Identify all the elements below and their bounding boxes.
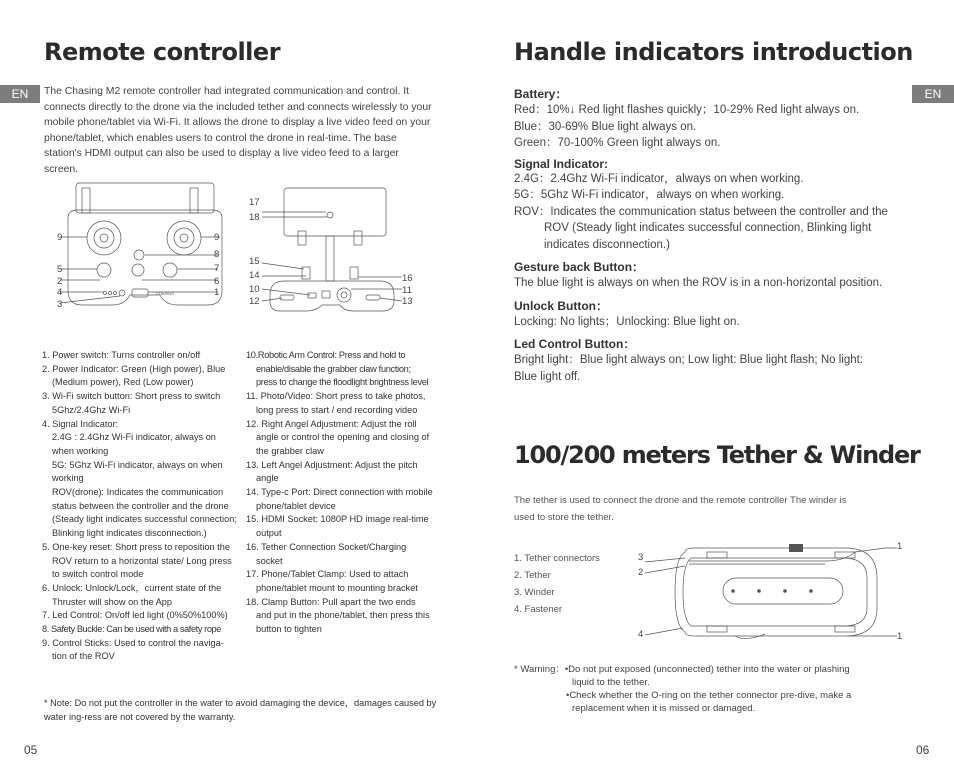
- list-item: 1. Power switch: Turns controller on/off: [42, 350, 201, 360]
- list-item: 13. Left Angel Adjustment: Adjust the pitch angle: [246, 459, 418, 484]
- list-item: 18. Clamp Button: Pull apart the two ends and put in the phone/tablet, then press this button to tighten: [246, 596, 430, 635]
- feature-list-left: [42, 349, 237, 664]
- gesture-heading: Gesture back Button：: [514, 260, 645, 274]
- page-title-remote-controller: Remote controller: [44, 38, 281, 66]
- battery-heading: Battery：: [514, 87, 568, 101]
- unlock-heading: Unlock Button：: [514, 298, 608, 313]
- callout-label: 2: [57, 276, 63, 287]
- callout-label: 1: [897, 541, 903, 552]
- list-item: 5G: 5Ghz Wi-Fi indicator, always on when working: [52, 459, 223, 484]
- list-item: 9. Control Sticks: Used to control the naviga-tion of the ROV: [42, 637, 224, 662]
- callout-label: 3: [57, 299, 63, 310]
- battery-line: Blue：30-69% Blue light always on.: [514, 120, 697, 133]
- callout-label: 9: [214, 232, 220, 243]
- callout-label: 4: [57, 287, 63, 298]
- warning-line: liquid to the tether.: [572, 677, 650, 688]
- list-item: 12. Right Angel Adjustment: Adjust the roll angle or control the opening and closing of the grabber claw: [246, 418, 430, 456]
- callout-label: 3: [638, 552, 644, 563]
- list-item: 17. Phone/Tablet Clamp: Used to attach phone/tablet mount to mounting bracket: [246, 569, 418, 593]
- tether-desc-line: The tether is used to connect the drone and the remote controller The winder is: [514, 495, 847, 506]
- callout-label: 7: [214, 263, 220, 274]
- language-tab-right: EN: [912, 85, 954, 103]
- list-item: 11. Photo/Video: Short press to take photos, long press to start / end recording video: [246, 391, 426, 415]
- list-item: 4. Signal Indicator:: [42, 418, 119, 429]
- winder-diagram: [645, 538, 903, 643]
- tether-description: [514, 492, 909, 526]
- warning-block: [514, 663, 914, 715]
- callout-label: 11: [402, 285, 412, 296]
- tether-parts-list: [514, 550, 600, 618]
- list-item: 10.Robotic Arm Control: Press and hold to enable/disable the grabber claw function; press to change the floodlight brightness level: [246, 350, 429, 388]
- list-item: 2. Tether: [514, 570, 551, 581]
- list-item: 7. Led Control: On/off led light (0%50%100%): [42, 610, 228, 621]
- tether-desc-line: used to store the tether.: [514, 512, 614, 523]
- signal-heading: Signal Indicator:: [514, 156, 609, 171]
- callout-label: 1: [214, 287, 220, 298]
- list-item: 3. Wi-Fi switch button: Short press to switch 5Ghz/2.4Ghz Wi-Fi: [42, 391, 221, 415]
- unlock-text: Locking: No lights；Unlocking: Blue light on.: [514, 315, 740, 328]
- callout-label: 2: [638, 567, 644, 578]
- list-item: 16. Tether Connection Socket/Charging socket: [246, 541, 407, 566]
- callout-label: 5: [57, 264, 63, 275]
- callout-label: 9: [57, 232, 63, 243]
- list-item: 5. One-key reset: Short press to reposition the ROV return to a horizontal state/ Long press to switch control mode: [42, 541, 232, 580]
- callout-label: 10: [249, 284, 260, 295]
- controller-brand-label: CHASING: [156, 291, 175, 296]
- battery-line: Green：70-100% Green light always on.: [514, 137, 721, 149]
- controller-front-diagram: [60, 180, 235, 310]
- callout-label: 13: [402, 296, 413, 307]
- led-line: Blue light off.: [514, 370, 581, 383]
- list-item: 14. Type-c Port: Direct connection with mobile phone/tablet device: [246, 487, 433, 511]
- callout-label: 14: [249, 270, 260, 281]
- intro-paragraph: The Chasing M2 remote controller had integrated communication and control. It connects directly to the drone via the included tether and connects wirelessly to your mobile phone/tablet via Wi-Fi. It allows the drone to display a live video feed on your phone/tablet, which enables users to control the drone in real-time. The base station's HDMI output can also be used to display a live video feed to a larger screen.: [44, 86, 432, 175]
- list-item: 2.4G : 2.4Ghz Wi-Fi indicator, always on when working: [52, 432, 216, 456]
- list-item: 2. Power Indicator: Green (High power), Blue (Medium power), Red (Low power): [42, 363, 226, 388]
- warning-line: * Warning：•Do not put exposed (unconnected) tether into the water or plashing: [514, 664, 850, 675]
- language-tab-left: EN: [0, 85, 40, 103]
- tether-title: 100/200 meters Tether & Winder: [514, 441, 920, 469]
- note-text: * Note: Do not put the controller in the water to avoid damaging the device，damages caused by water ing-ress are not covered by the warranty.: [44, 698, 437, 722]
- page-number-right: 06: [916, 743, 930, 757]
- signal-line: indicates disconnection.): [544, 238, 670, 251]
- callout-label: 17: [249, 197, 260, 208]
- signal-line: 5G：5Ghz Wi-Fi indicator，always on when working.: [514, 189, 785, 201]
- callout-label: 12: [249, 296, 260, 307]
- signal-line: ROV (Steady light indicates successful connection, Blinking light: [544, 222, 872, 234]
- led-heading: Led Control Button：: [514, 337, 636, 351]
- gesture-text: The blue light is always on when the ROV is in a non-horizontal position.: [514, 277, 883, 289]
- warning-line: •Check whether the O-ring on the tether connector pre-dive, make a: [566, 690, 852, 701]
- list-item: 1. Tether connectors: [514, 553, 600, 564]
- led-line: Bright light：Blue light always on; Low light: Blue light flash; No light:: [514, 354, 864, 366]
- callout-label: 8: [214, 249, 220, 260]
- page-number-left: 05: [24, 743, 38, 757]
- list-item: 15. HDMI Socket: 1080P HD image real-time output: [246, 514, 429, 539]
- list-item: ROV(drone): Indicates the communication status between the controller and the drone (Steady light indicates successful connection; Blinking light indicates disconnection.): [52, 487, 237, 539]
- battery-line: Red：10%↓ Red light flashes quickly；10-29% Red light always on.: [514, 104, 860, 116]
- page-title-handle-indicators: Handle indicators introduction: [514, 38, 913, 66]
- feature-list-right: [246, 349, 433, 637]
- controller-back-diagram: [262, 185, 412, 315]
- indicator-sections: [514, 80, 909, 385]
- list-item: 3. Winder: [514, 587, 555, 598]
- list-item: 8. Safety Buckle: Can be used with a safety rope: [42, 624, 221, 635]
- signal-line: 2.4G：2.4Ghz Wi-Fi indicator，always on when working.: [514, 172, 804, 185]
- callout-label: 4: [638, 629, 644, 640]
- list-item: 6. Unlock: Unlock/Lock，current state of the Thruster will show on the App: [42, 582, 222, 607]
- callout-label: 1: [897, 631, 903, 642]
- warning-line: replacement when it is missed or damaged.: [572, 703, 756, 714]
- callout-label: 6: [214, 276, 220, 287]
- list-item: 4. Fastener: [514, 604, 563, 615]
- callout-label: 18: [249, 212, 260, 223]
- callout-label: 15: [249, 256, 260, 267]
- callout-label: 16: [402, 273, 413, 284]
- signal-line: ROV：Indicates the communication status between the controller and the: [514, 205, 888, 218]
